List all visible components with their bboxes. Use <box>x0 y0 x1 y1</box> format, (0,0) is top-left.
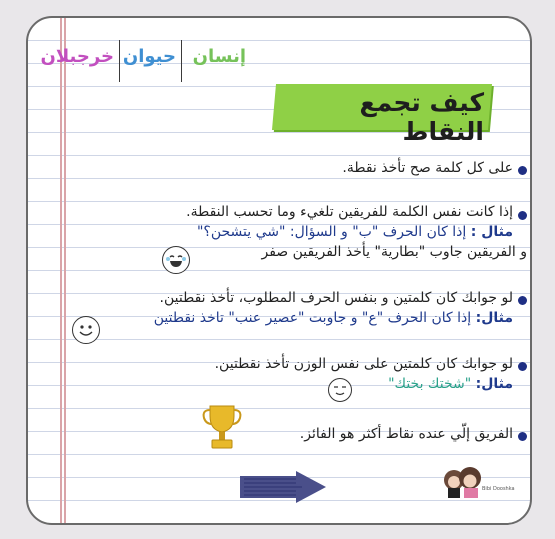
example-label: مثال: <box>475 376 513 392</box>
rule-item-5 <box>300 424 513 444</box>
example-text: إذا كان الحرف "ع" و جاوبت "عصير عنب" تاخذ نقطتين <box>153 310 472 326</box>
arrow-right-icon <box>238 470 328 504</box>
page-title: كيف تجمع النقاط <box>359 88 484 146</box>
rule-text: على كل كلمة صح تأخذ نقطة. <box>342 160 513 176</box>
bullet-icon <box>518 432 527 441</box>
game-logo <box>26 32 254 86</box>
wink-face-icon <box>328 378 352 402</box>
rule-item-4 <box>215 354 513 394</box>
rule-item-3 <box>154 288 513 328</box>
rule-text: لو جوابك كان كلمتين على نفس الوزن تأخذ نقطتين. <box>214 356 513 372</box>
rule-text: إذا كانت نفس الكلمة للفريقين تلغيء وما تحسب النقطة. <box>186 204 513 220</box>
bullet-icon <box>518 296 527 305</box>
rule-text: الفريق إلّي عنده نقاط أكثر هو الفائز. <box>299 426 513 442</box>
margin-line <box>60 18 62 523</box>
margin-line <box>64 18 66 523</box>
logo-word-2: حيوان <box>122 46 176 67</box>
logo-word-3: خرجبلان <box>40 46 114 67</box>
brand-tiny-text: Bibi Dooshka <box>482 486 515 492</box>
rule-item-1 <box>342 158 513 178</box>
bullet-icon <box>518 362 527 371</box>
mascot-illustration <box>440 460 484 500</box>
laughing-face-icon <box>162 246 190 274</box>
rule-item-2 <box>186 202 527 262</box>
bullet-icon <box>518 211 527 220</box>
logo-divider <box>181 40 182 82</box>
title-banner <box>274 84 494 146</box>
example-text: "شختك بختك" <box>388 376 472 392</box>
bullet-icon <box>518 166 527 175</box>
smiley-face-icon <box>72 316 100 344</box>
example-line: و الفريقين جاوب "بطارية" يأخذ الفريقين صفر <box>261 244 527 260</box>
example-label: مثال: <box>475 310 513 326</box>
logo-word-1: إنسان <box>192 46 246 67</box>
logo-divider <box>119 40 120 82</box>
rule-text: لو جوابك كان كلمتين و بنفس الحرف المطلوب، تأخذ نقطتين. <box>159 290 513 306</box>
trophy-icon <box>200 402 244 452</box>
example-text: إذا كان الحرف "ب" و السؤال: "شي يتشحن؟" <box>196 224 467 240</box>
example-label: مثال : <box>470 224 513 240</box>
